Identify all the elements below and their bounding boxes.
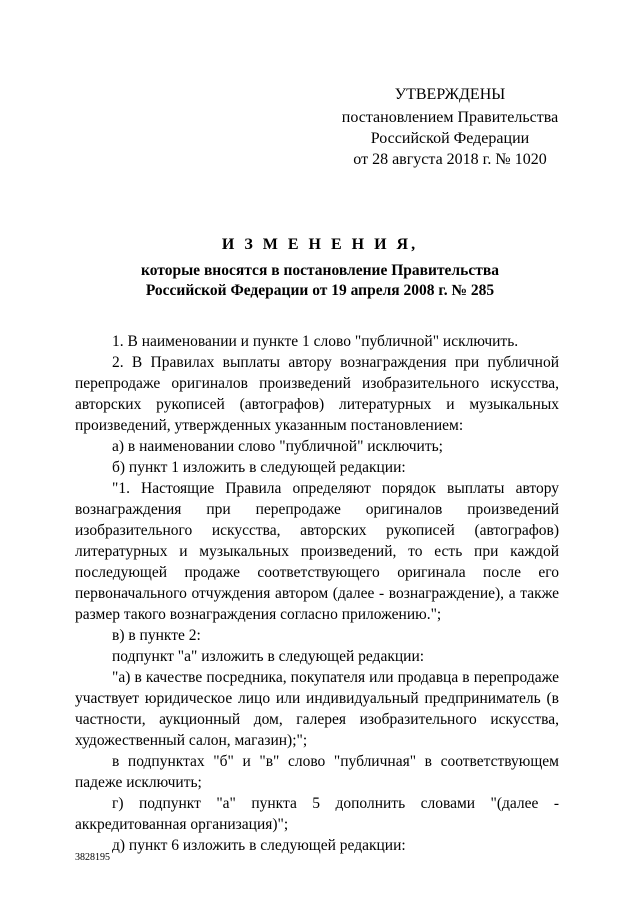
paragraph: г) подпункт "а" пункта 5 дополнить словами "(далее - аккредитованная организация)"; (75, 795, 559, 833)
subtitle-line-1: которые вносятся в постановление Правительства (141, 262, 499, 279)
document-code: 3828195 (75, 852, 110, 863)
approval-title: УТВЕРЖДЕНЫ (394, 86, 506, 103)
paragraph: 2. В Правилах выплаты автору вознаграждения при публичной перепродаже оригиналов произведений изобразительного искусства, авторских рукописей (автографов) литературных и музыкальных произведений, утвержденных указанным постановлением: (75, 354, 559, 434)
approval-line-1: постановлением Правительства (341, 109, 559, 126)
paragraph: а) в наименовании слово "публичной" исключить; (112, 438, 443, 455)
approval-line-3: от 28 августа 2018 г. № 1020 (353, 151, 547, 168)
paragraph: 1. В наименовании и пункте 1 слово "публичной" исключить. (112, 333, 519, 350)
paragraph: б) пункт 1 изложить в следующей редакции: (112, 459, 406, 476)
paragraph: подпункт "а" изложить в следующей редакции: (112, 648, 425, 665)
document-title: И З М Е Н Е Н И Я, (221, 236, 419, 253)
paragraph: "1. Настоящие Правила определяют порядок выплаты автору вознаграждения при перепродаже оригиналов произведений изобразительного искусства, авторских рукописей (автографов) литературных и музыкальных произведений, то есть при каждой последующей продаже соответствующего оригинала после его первоначального отчуждения автором (далее - вознаграждение), а также размер такого вознаграждения согласно приложению."; (75, 480, 559, 623)
approval-block (330, 84, 570, 170)
paragraph: "а) в качестве посредника, покупателя или продавца в перепродаже участвует юридическое лицо или индивидуальный предприниматель (в частности, аукционный дом, галерея изобразительного искусства, художественный салон, магазин);"; (75, 669, 559, 749)
paragraph: д) пункт 6 изложить в следующей редакции: (112, 837, 406, 854)
document-subtitle (0, 261, 640, 301)
subtitle-line-2: Российской Федерации от 19 апреля 2008 г. № 285 (145, 282, 495, 299)
approval-line-2: Российской Федерации (370, 130, 530, 147)
paragraph: в подпунктах "б" и "в" слово "публичная" в соответствующем падеже исключить; (75, 753, 559, 791)
paragraph: в) в пункте 2: (112, 627, 201, 644)
document-body (75, 331, 559, 856)
